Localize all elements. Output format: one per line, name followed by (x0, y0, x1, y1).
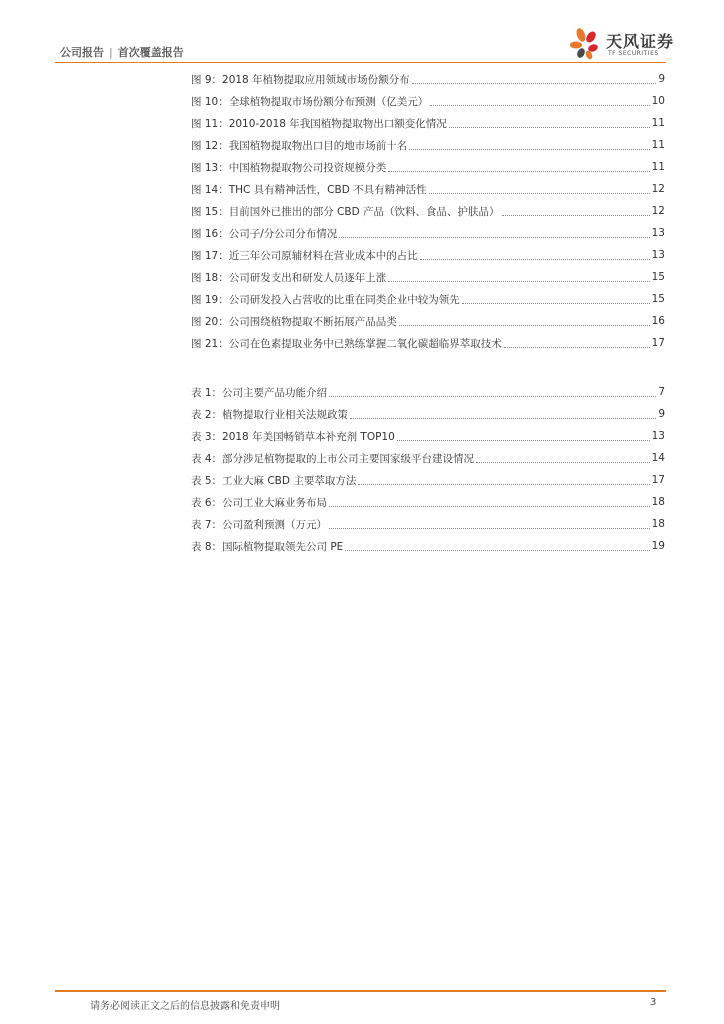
table-entry-title: 表 6：公司工业大麻业务布局 (191, 496, 328, 509)
table-entry[interactable] (191, 425, 665, 447)
dot-leader (329, 396, 656, 397)
dot-leader (329, 528, 650, 529)
dot-leader (409, 149, 649, 150)
dot-leader (420, 259, 650, 260)
dot-leader (329, 506, 650, 507)
page-header (0, 0, 724, 64)
table-entry[interactable] (191, 381, 665, 403)
brand-name-en: TF SECURITIES (608, 50, 659, 57)
table-entry-title: 表 7：公司盈利预测（万元） (191, 518, 328, 531)
figure-entry-page: 9 (658, 73, 665, 85)
figure-entry[interactable] (191, 90, 665, 112)
table-entry-page: 18 (651, 496, 665, 508)
table-entry-title: 表 5：工业大麻 CBD 主要萃取方法 (191, 474, 357, 487)
report-subtype: 首次覆盖报告 (117, 46, 184, 59)
figure-index (191, 68, 665, 354)
figure-entry-page: 16 (651, 315, 665, 327)
table-index (191, 381, 665, 557)
dot-leader (412, 83, 657, 84)
dot-leader (502, 215, 650, 216)
header-divider (55, 62, 666, 63)
figure-entry-page: 15 (651, 271, 665, 283)
breadcrumb (60, 44, 184, 60)
figure-entry-page: 13 (651, 227, 665, 239)
figure-entry-title: 图 18：公司研发支出和研发人员逐年上涨 (191, 271, 387, 284)
table-entry[interactable] (191, 403, 665, 425)
figure-entry[interactable] (191, 288, 665, 310)
figure-entry-title: 图 20：公司围绕植物提取不断拓展产品品类 (191, 315, 397, 328)
figure-entry[interactable] (191, 68, 665, 90)
brand-name-cn: 天风证券 (606, 32, 675, 51)
figure-entry-page: 17 (651, 337, 665, 349)
table-entry[interactable] (191, 447, 665, 469)
dot-leader (462, 303, 650, 304)
figure-entry-title: 图 14：THC 具有精神活性，CBD 不具有精神活性 (191, 183, 427, 196)
figure-entry[interactable] (191, 332, 665, 354)
table-entry[interactable] (191, 513, 665, 535)
table-entry-page: 18 (651, 518, 665, 530)
figure-entry-page: 12 (651, 205, 665, 217)
figure-entry-page: 15 (651, 293, 665, 305)
figure-entry-page: 11 (651, 139, 665, 151)
tf-securities-logo (568, 26, 678, 62)
table-entry-title: 表 4：部分涉足植物提取的上市公司主要国家级平台建设情况 (191, 452, 475, 465)
figure-entry[interactable] (191, 112, 665, 134)
figure-entry[interactable] (191, 266, 665, 288)
figure-entry-title: 图 15：目前国外已推出的部分 CBD 产品（饮料、食品、护肤品） (191, 205, 500, 218)
figure-entry[interactable] (191, 200, 665, 222)
table-entry[interactable] (191, 491, 665, 513)
table-entry-title: 表 3：2018 年美国畅销草本补充剂 TOP10 (191, 430, 395, 443)
dot-leader (430, 105, 649, 106)
figure-entry-title: 图 12：我国植物提取物出口目的地市场前十名 (191, 139, 408, 152)
table-entry[interactable] (191, 469, 665, 491)
table-entry-page: 19 (651, 540, 665, 552)
table-entry-page: 9 (658, 408, 665, 420)
dot-leader (388, 281, 649, 282)
table-entry-title: 表 2：植物提取行业相关法规政策 (191, 408, 349, 421)
dot-leader (358, 484, 649, 485)
footer-divider (55, 990, 666, 992)
figure-entry[interactable] (191, 134, 665, 156)
figure-entry[interactable] (191, 244, 665, 266)
figure-entry-title: 图 16：公司子/分公司分布情况 (191, 227, 338, 240)
figure-entry-page: 12 (651, 183, 665, 195)
figure-entry-title: 图 17：近三年公司原辅材料在营业成本中的占比 (191, 249, 418, 262)
figure-entry[interactable] (191, 310, 665, 332)
dot-leader (399, 325, 650, 326)
figure-entry-title: 图 13：中国植物提取物公司投资规模分类 (191, 161, 387, 174)
dot-leader (429, 193, 650, 194)
figure-entry-page: 11 (651, 117, 665, 129)
page-footer (0, 990, 724, 1024)
breadcrumb-separator: | (109, 46, 113, 59)
figure-entry[interactable] (191, 222, 665, 244)
figure-entry[interactable] (191, 156, 665, 178)
dot-leader (449, 127, 650, 128)
dot-leader (345, 550, 649, 551)
dot-leader (350, 418, 656, 419)
figure-entry-page: 11 (651, 161, 665, 173)
figure-entry[interactable] (191, 178, 665, 200)
disclaimer-text: 请务必阅读正文之后的信息披露和免责申明 (90, 1001, 280, 1012)
table-entry-page: 13 (651, 430, 665, 442)
flower-logo-icon (568, 26, 602, 60)
dot-leader (339, 237, 649, 238)
figure-entry-title: 图 19：公司研发投入占营收的比重在同类企业中较为领先 (191, 293, 460, 306)
figure-entry-title: 图 11：2010-2018 年我国植物提取物出口额变化情况 (191, 117, 447, 130)
table-entry-title: 表 8：国际植物提取领先公司 PE (191, 540, 344, 553)
figure-entry-page: 10 (651, 95, 665, 107)
table-entry[interactable] (191, 535, 665, 557)
figure-entry-page: 13 (651, 249, 665, 261)
figure-entry-title: 图 9：2018 年植物提取应用领域市场份额分布 (191, 73, 410, 86)
figure-entry-title: 图 10：全球植物提取市场份额分布预测（亿美元） (191, 95, 429, 108)
dot-leader (388, 171, 649, 172)
report-type: 公司报告 (60, 46, 104, 59)
figure-entry-title: 图 21：公司在色素提取业务中已熟练掌握二氧化碳超临界萃取技术 (191, 337, 502, 350)
table-entry-page: 7 (658, 386, 665, 398)
dot-leader (504, 347, 650, 348)
dot-leader (397, 440, 650, 441)
table-entry-title: 表 1：公司主要产品功能介绍 (191, 386, 328, 399)
page-number: 3 (650, 997, 657, 1008)
dot-leader (476, 462, 650, 463)
table-entry-page: 17 (651, 474, 665, 486)
table-entry-page: 14 (651, 452, 665, 464)
